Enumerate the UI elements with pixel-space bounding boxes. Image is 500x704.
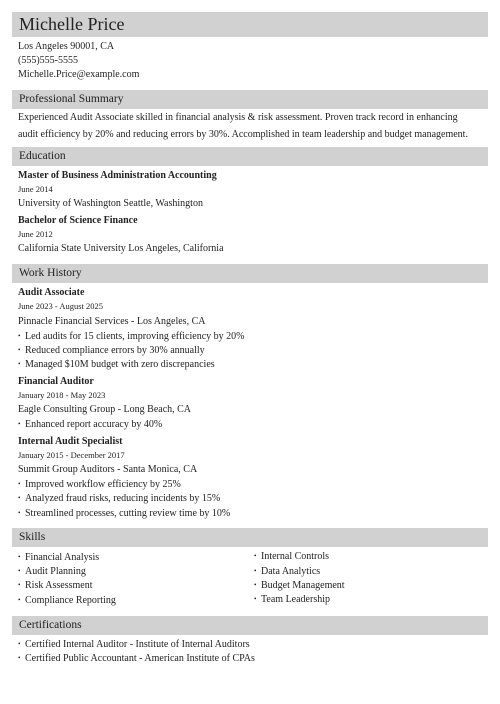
bullet-icon: •	[18, 567, 21, 575]
bullet-icon: •	[18, 480, 21, 488]
name-header	[12, 12, 488, 37]
bullet-icon: •	[18, 346, 21, 354]
job-bullet	[18, 507, 230, 520]
bullet-icon: •	[254, 581, 257, 589]
skill-item	[18, 594, 116, 607]
skill-item	[18, 551, 99, 564]
bullet-text: Managed $10M budget with zero discrepancies	[25, 359, 215, 370]
summary-text: Experienced Audit Associate skilled in financial analysis & risk assessment. Proven track record in enhancing audit efficiency by 20% and reducing errors by 30%. Accomplished in team leadership and budget management.	[18, 112, 468, 140]
bullet-text: Led audits for 15 clients, improving efficiency by 20%	[25, 331, 245, 342]
job-bullet	[18, 358, 215, 371]
education-degree: Master of Business Administration Accounting	[18, 170, 217, 181]
job-title: Internal Audit Specialist	[18, 436, 123, 447]
section-title: Professional Summary	[19, 93, 124, 105]
bullet-icon: •	[18, 553, 21, 561]
education-degree: Bachelor of Science Finance	[18, 215, 138, 226]
section-title: Work History	[19, 267, 82, 279]
job-company: Eagle Consulting Group - Long Beach, CA	[18, 404, 192, 415]
section-header-education	[12, 147, 488, 166]
section-title: Education	[19, 150, 66, 162]
education-school: University of Washington Seattle, Washington	[18, 198, 203, 209]
certification-item	[18, 652, 255, 665]
skill-item	[18, 565, 86, 578]
education-school: California State University Los Angeles, California	[18, 243, 224, 254]
bullet-icon: •	[254, 552, 257, 560]
bullet-icon: •	[18, 420, 21, 428]
bullet-icon: •	[18, 581, 21, 589]
bullet-icon: •	[18, 332, 21, 340]
skill-item	[254, 550, 329, 563]
bullet-icon: •	[18, 640, 21, 648]
job-bullet	[18, 492, 220, 505]
skill-text: Internal Controls	[261, 551, 330, 562]
certification-text: Certified Public Accountant - American Institute of CPAs	[25, 653, 255, 664]
skill-text: Budget Management	[261, 580, 345, 591]
bullet-icon: •	[254, 567, 257, 575]
bullet-text: Enhanced report accuracy by 40%	[25, 419, 163, 430]
section-header-work-history	[12, 264, 488, 283]
email: Michelle.Price@example.com	[18, 69, 140, 80]
certification-text: Certified Internal Auditor - Institute of Internal Auditors	[25, 639, 250, 650]
bullet-text: Improved workflow efficiency by 25%	[25, 479, 181, 490]
job-company: Pinnacle Financial Services - Los Angeles, CA	[18, 316, 206, 327]
bullet-icon: •	[18, 654, 21, 662]
job-title: Audit Associate	[18, 287, 85, 298]
bullet-icon: •	[254, 595, 257, 603]
candidate-name: Michelle Price	[19, 14, 125, 34]
job-dates: January 2018 - May 2023	[18, 390, 106, 400]
skill-item	[18, 579, 93, 592]
job-dates: January 2015 - December 2017	[18, 450, 125, 460]
skill-text: Compliance Reporting	[25, 595, 116, 606]
job-title: Financial Auditor	[18, 376, 94, 387]
job-bullet	[18, 418, 162, 431]
skill-item	[254, 565, 320, 578]
job-bullet	[18, 478, 181, 491]
section-header-skills	[12, 528, 488, 547]
bullet-icon: •	[18, 596, 21, 604]
bullet-text: Reduced compliance errors by 30% annually	[25, 345, 205, 356]
skill-text: Risk Assessment	[25, 580, 93, 591]
bullet-text: Analyzed fraud risks, reducing incidents by 15%	[25, 493, 221, 504]
skill-text: Data Analytics	[261, 566, 321, 577]
education-date: June 2012	[18, 229, 53, 239]
skill-item	[254, 593, 330, 606]
section-header-summary	[12, 90, 488, 109]
bullet-text: Streamlined processes, cutting review time by 10%	[25, 508, 231, 519]
phone: (555)555-5555	[18, 55, 78, 66]
job-bullet	[18, 330, 244, 343]
job-bullet	[18, 344, 205, 357]
bullet-icon: •	[18, 494, 21, 502]
bullet-icon: •	[18, 360, 21, 368]
section-title: Certifications	[19, 619, 82, 631]
skill-text: Team Leadership	[261, 594, 330, 605]
education-date: June 2014	[18, 184, 53, 194]
job-company: Summit Group Auditors - Santa Monica, CA	[18, 464, 198, 475]
certification-item	[18, 638, 250, 651]
job-dates: June 2023 - August 2025	[18, 301, 103, 311]
bullet-icon: •	[18, 509, 21, 517]
address: Los Angeles 90001, CA	[18, 41, 115, 52]
section-title: Skills	[19, 531, 46, 543]
skill-text: Financial Analysis	[25, 552, 100, 563]
section-header-certifications	[12, 616, 488, 635]
skill-item	[254, 579, 345, 592]
skill-text: Audit Planning	[25, 566, 86, 577]
